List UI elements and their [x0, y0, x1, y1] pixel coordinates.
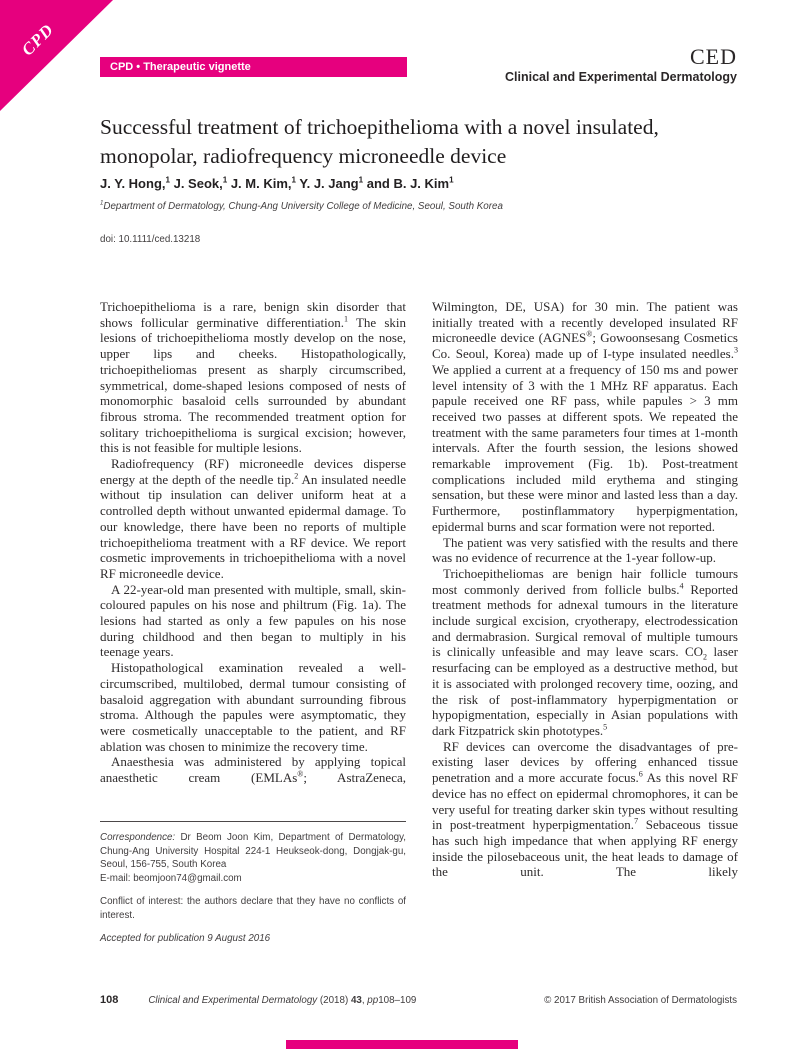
- conflict-of-interest: Conflict of interest: the authors declare that they have no conflicts of interest.: [100, 896, 406, 921]
- copyright-notice: © 2017 British Association of Dermatologists: [544, 995, 737, 1006]
- paragraph: Trichoepitheliomas are benign hair follicle tumours most commonly derived from follicle bulbs.$^4$ Reported treatment methods for adnexal tumours in the literature include surgical excision, cryotherapy, electrodessication and dermabrasion. Surgical removal of multiple tumours is clinically unfeasible and may leave scars. $CO_2$ laser resurfacing can be employed as a destructive method, but it is associated with prolonged recovery time, oozing, and the risk of post-inflammatory hyperpigmentation or hypopigmentation, especially in Asian populations with dark Fitzpatrick skin phototypes.$^5$: [432, 565, 738, 738]
- author-list: J. Y. Hong,$^1$ J. Seok,$^1$ J. M. Kim,$^1$ Y. J. Jang$^1$ and B. J. Kim$^1$: [100, 175, 454, 191]
- category-bar: CPD • Therapeutic vignette: [100, 57, 407, 77]
- cpd-corner-ribbon: [0, 0, 113, 111]
- page-footer: [100, 994, 737, 1006]
- cpd-ribbon-label: CPD: [17, 19, 58, 60]
- article-title: Successful treatment of trichoepithelioma with a novel insulated, monopolar, radiofrequency microneedle device: [100, 115, 659, 168]
- journal-header: [505, 46, 737, 84]
- journal-abbreviation: CED: [690, 44, 737, 69]
- body-column-left: [100, 299, 406, 786]
- journal-citation: Clinical and Experimental Dermatology (2018) 43, pp108–109: [148, 995, 417, 1006]
- paragraph: RF devices can overcome the disadvantages of pre-existing laser devices by offering enhanced tissue penetration and a more accurate focus.$^6$ As this novel RF device has no effect on epidermal chromophores, it can be very useful for treating darker skin types without resulting in post-treatment hyperpigmentation.$^7$ Sebaceous tissue has such high impedance that when applying RF energy inside the pilosebaceous unit, the heat leads to damage of the unit. The likely: [432, 738, 738, 880]
- paragraph: Trichoepithelioma is a rare, benign skin disorder that shows follicular germinative differentiation.$^1$ The skin lesions of trichoepithelioma mostly develop on the nose, upper lips and cheeks. Histopathologically, trichoepitheliomas present as sharply circumscribed, symmetrical, dome-shaped lesions composed of nests of monomorphic basaloid cells surrounded by abundant fibrous stroma. The recommended treatment option for solitary trichoepithelioma is surgical excision; however, this is not feasible for multiple lesions.: [100, 299, 406, 456]
- journal-name: Clinical and Experimental Dermatology: [504, 70, 737, 84]
- paragraph: Radiofrequency (RF) microneedle devices disperse energy at the depth of the needle tip.$^2$ An insulated needle without tip insulation can deliver uniform heat at a controlled depth without unwanted epidermal damage. To our knowledge, there have been no reports of multiple trichoepithelioma treatment with a RF device. We report cosmetic improvements in trichoepithelioma with a novel RF microneedle device.: [100, 456, 407, 581]
- correspondence-text: Correspondence: Dr Beom Joon Kim, Department of Dermatology, Chung-Ang University Hospital 224-1 Heukseok-dong, Dongjak-gu, Seoul, 156-755, South Korea: [100, 832, 406, 870]
- paragraph: The patient was very satisfied with the results and there was no evidence of recurrence at the 1-year follow-up.: [432, 534, 738, 566]
- page-number: 108: [100, 994, 119, 1006]
- paragraph: A 22-year-old man presented with multiple, small, skin-coloured papules on his nose and philtrum (Fig. 1a). The lesions had started as only a few papules on his nose during childhood and then began to multiply in his teenage years.: [100, 581, 406, 660]
- paragraph: Wilmington, DE, USA) for 30 min. The patient was initially treated with a recently developed insulated RF microneedle device (AGNES®; Gowoonsesang Cosmetics Co. Seoul, Korea) made up of I-type insulated needles.$^3$ We applied a current at a frequency of 150 ms and power level intensity of 3 with the 1 MHz RF apparatus. Each papule received one RF pass, while papules > 3 mm received two passes at different spots. We repeated the treatment with the same parameters four times at 1-month intervals. After the fourth session, the lesions showed remarkable improvement (Fig. 1b). Post-treatment complications included mild erythema and stinging sensation, but these were minor and lasted less than a day. Furthermore, postinflammatory hyperpigmentation, epidermal burns and scar formation were not reported.: [432, 299, 738, 534]
- footnote-block: [100, 821, 406, 946]
- correspondence-email: E-mail: beomjoon74@gmail.com: [100, 872, 242, 884]
- affiliation: $^1$Department of Dermatology, Chung-Ang University College of Medicine, Seoul, South Korea: [100, 200, 503, 212]
- paragraph: Anaesthesia was administered by applying topical anaesthetic cream (EMLAs®; AstraZeneca,: [100, 754, 406, 786]
- body-column-right: [432, 299, 738, 880]
- bottom-accent-bar: [286, 1040, 518, 1049]
- paragraph: Histopathological examination revealed a well-circumscribed, multilobed, dermal tumour consisting of basaloid aggregation with abundant surrounding fibrous stroma. Although the papules were asymptomatic, they were cosmetically unacceptable to the patient, and RF ablation was chosen to minimize the recovery time.: [100, 660, 406, 754]
- doi: doi: 10.1111/ced.13218: [100, 234, 201, 245]
- accepted-date: Accepted for publication 9 August 2016: [100, 933, 271, 944]
